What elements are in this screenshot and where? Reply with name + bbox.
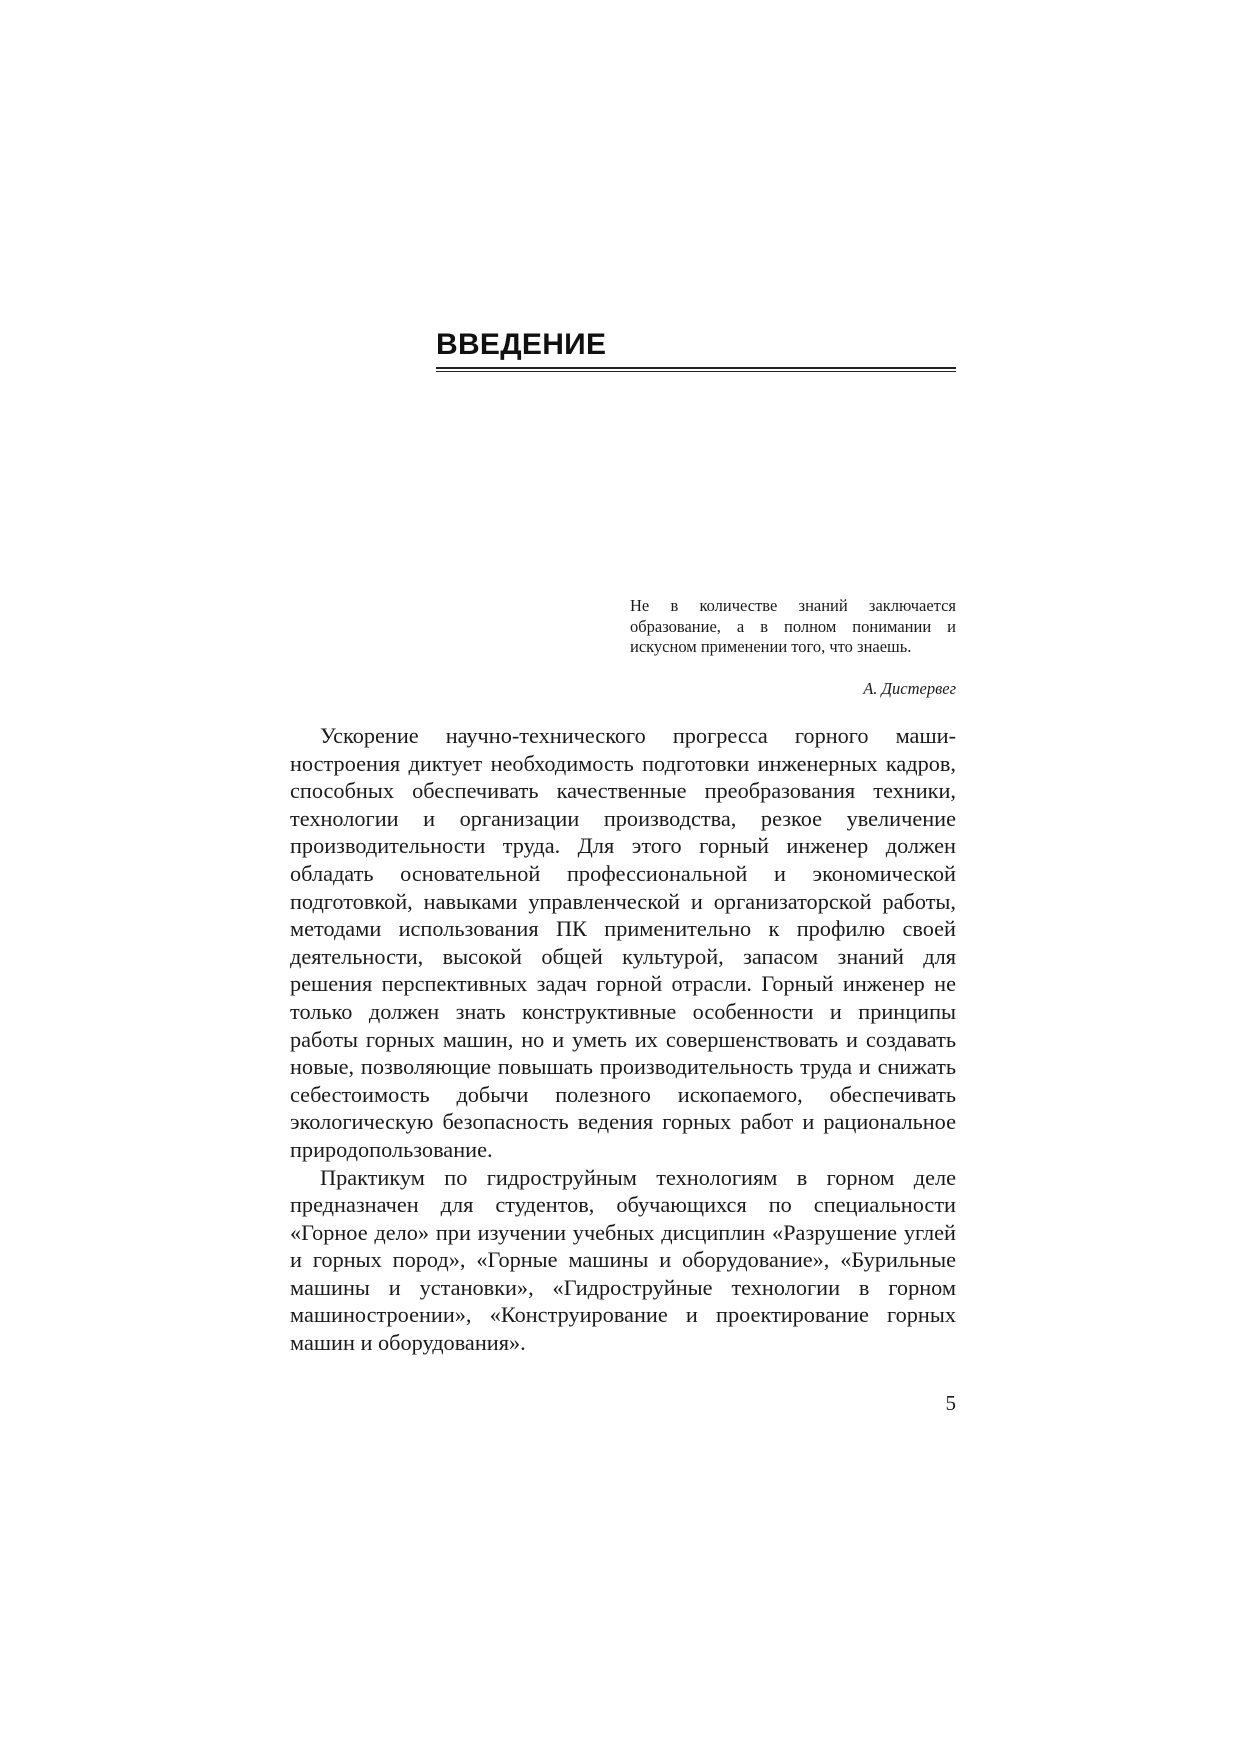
title-underline-thin [436, 371, 956, 372]
title-underline-thick [436, 367, 956, 369]
epigraph-text: Не в количестве знаний заключается образование, а в полном понимании и искусном применении того, что знаешь. [630, 596, 956, 656]
epigraph-author: А. Дистервег [863, 679, 956, 698]
page-number: 5 [945, 1391, 956, 1415]
body-paragraph-1: Ускорение научно-технического прогресса горного машиностроения диктует необходимость подготовки инженерных кадров, способных обеспечивать качественные преобразования техники, технологии и организации производства, резкое увеличение производительности труда. Для этого горный инженер должен обладать основательной профессиональной и экономической подготовкой, навыками управленческой и организаторской работы, методами использования ПК применительно к профилю своей деятельности, высокой общей культурой, запасом знаний для решения перспективных задач горной отрасли. Горный инженер не только должен знать конструктивные особенности и принципы работы горных машин, но и уметь их совершенствовать и создавать новые, позволяющие повышать производительность труда и снижать себестоимость добычи полезного ископаемого, обеспечивать экологическую безопасность ведения горных работ и рациональное природопользование. [290, 723, 956, 1162]
body-text [290, 722, 956, 1357]
page-title: ВВЕДЕНИЕ [436, 328, 607, 361]
body-paragraph-2: Практикум по гидроструйным технологиям в горном деле предназначен для студентов, обучающихся по специальности «Горное дело» при изучении учебных дисциплин «Разрушение углей и горных пород», «Горные машины и оборудование», «Бурильные машины и установки», «Гидроструйные технологии в горном машиностроении», «Конструирование и проектирование горных машин и оборудования». [290, 1164, 956, 1356]
